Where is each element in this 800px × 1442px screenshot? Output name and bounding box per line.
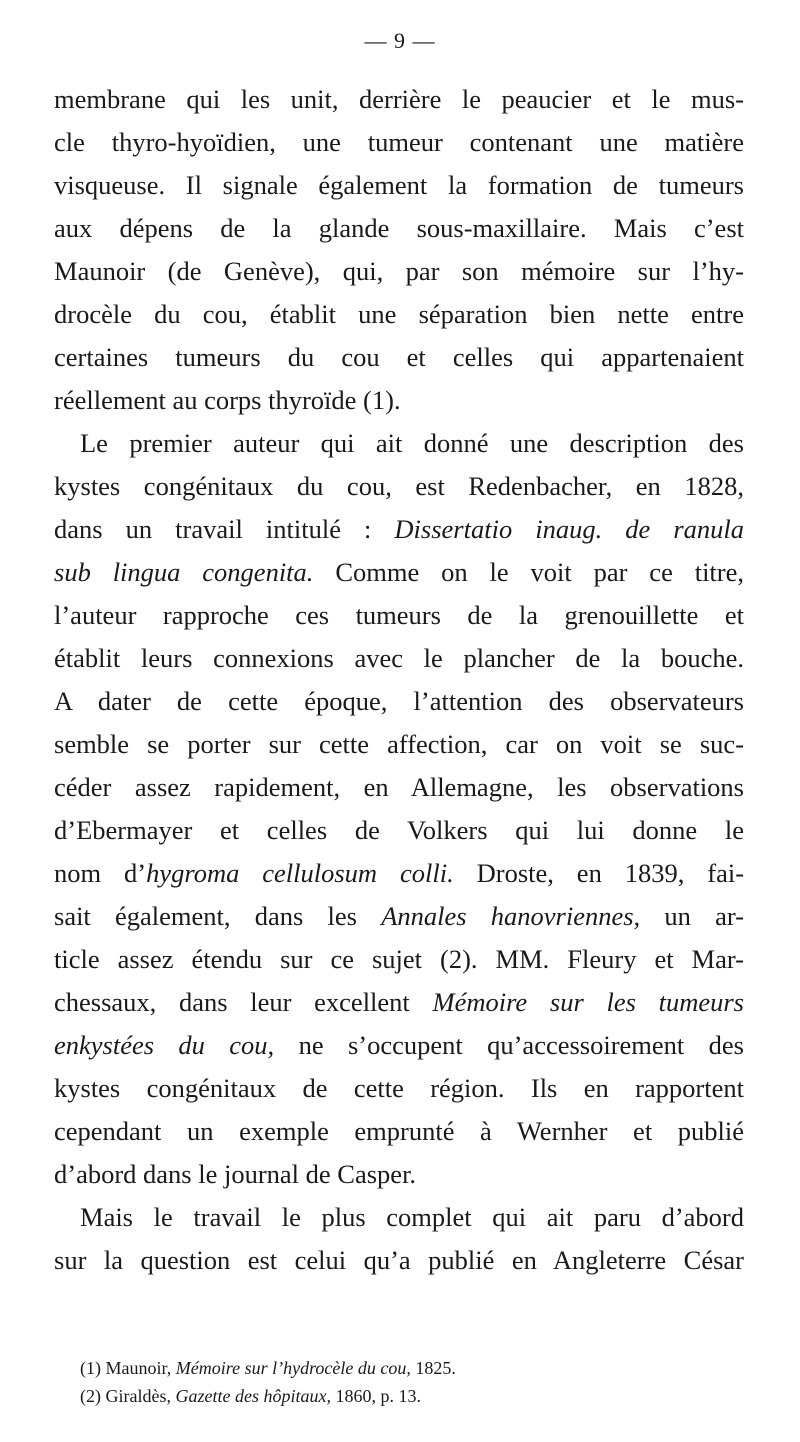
text-line [54, 981, 744, 1024]
footnote-ref: 1860, p. 13. [335, 1386, 421, 1406]
italic-title: sub lingua congenita. [54, 557, 314, 587]
text-line: d’Ebermayer et celles de Volkers qui lui donne le [54, 815, 744, 845]
text-line [54, 508, 744, 551]
text-line: réellement au corps thyroïde (1). [54, 385, 401, 415]
text-fragment: Comme on le voit par ce titre, [335, 557, 745, 587]
text-line: ticle assez étendu sur ce sujet (2). MM. Fleury et Mar- [54, 944, 744, 974]
page-number: — 9 — [364, 28, 436, 53]
text-line: céder assez rapidement, en Allemagne, les observations [54, 772, 744, 802]
italic-title: Dissertatio inaug. de ranula [394, 514, 745, 544]
text-line: A dater de cette époque, l’attention des observateurs [54, 686, 744, 716]
text-line: sur la question est celui qu’a publié en Angleterre César [54, 1245, 744, 1275]
text-line: certaines tumeurs du cou et celles qui appartenaient [54, 342, 744, 372]
text-fragment: sait également, dans les [54, 901, 357, 931]
text-line: Mais le travail le plus complet qui ait paru d’abord [80, 1202, 744, 1232]
footnote-author: Maunoir, [105, 1358, 172, 1378]
text-line: drocèle du cou, établit une séparation bien nette entre [54, 299, 744, 329]
text-line: membrane qui les unit, derrière le peaucier et le mus- [54, 84, 744, 114]
footnote-author: Giraldès, [105, 1386, 171, 1406]
text-line [54, 852, 744, 895]
body-text [54, 78, 744, 1282]
text-line: semble se porter sur cette affection, car on voit se suc- [54, 729, 744, 759]
text-line: visqueuse. Il signale également la formation de tumeurs [54, 170, 744, 200]
italic-title: enkystées du cou, [54, 1030, 275, 1060]
text-line: Maunoir (de Genève), qui, par son mémoire sur l’hy- [54, 256, 744, 286]
text-fragment: chessaux, dans leur excellent [54, 987, 410, 1017]
italic-title: hygroma cellulosum colli. [146, 858, 454, 888]
text-fragment: ne s’occupent qu’accessoirement des [298, 1030, 744, 1060]
text-line: d’abord dans le journal de Casper. [54, 1159, 417, 1189]
text-line: kystes congénitaux du cou, est Redenbacher, en 1828, [54, 471, 744, 501]
text-line [54, 895, 744, 938]
text-line: kystes congénitaux de cette région. Ils en rapportent [54, 1073, 744, 1103]
text-fragment: dans un travail intitulé : [54, 514, 372, 544]
text-line: cle thyro-hyoïdien, une tumeur contenant une matière [54, 127, 744, 157]
footnote-title: Mémoire sur l’hydrocèle du cou, [175, 1358, 411, 1378]
text-line: aux dépens de la glande sous-maxillaire. Mais c’est [54, 213, 744, 243]
text-line [54, 1024, 744, 1067]
italic-title: Mémoire sur les tumeurs [432, 987, 744, 1017]
text-line: Le premier auteur qui ait donné une description des [80, 428, 744, 458]
text-line: cependant un exemple emprunté à Wernher et publié [54, 1116, 744, 1146]
text-line [54, 551, 744, 594]
footnotes [54, 1354, 744, 1410]
footnote-ref: 1825. [415, 1358, 456, 1378]
text-fragment: Droste, en 1839, fai- [476, 858, 745, 888]
text-line: l’auteur rapproche ces tumeurs de la grenouillette et [54, 600, 744, 630]
footnote-mark: (2) [80, 1386, 101, 1406]
text-fragment: un ar- [664, 901, 745, 931]
footnote-title: Gazette des hôpitaux, [175, 1386, 331, 1406]
footnote-mark: (1) [80, 1358, 101, 1378]
text-line: établit leurs connexions avec le plancher de la bouche. [54, 643, 744, 673]
italic-title: Annales hanovriennes, [381, 901, 641, 931]
text-fragment: nom d’ [54, 858, 147, 888]
footnote [54, 1382, 744, 1410]
footnote [54, 1354, 744, 1382]
